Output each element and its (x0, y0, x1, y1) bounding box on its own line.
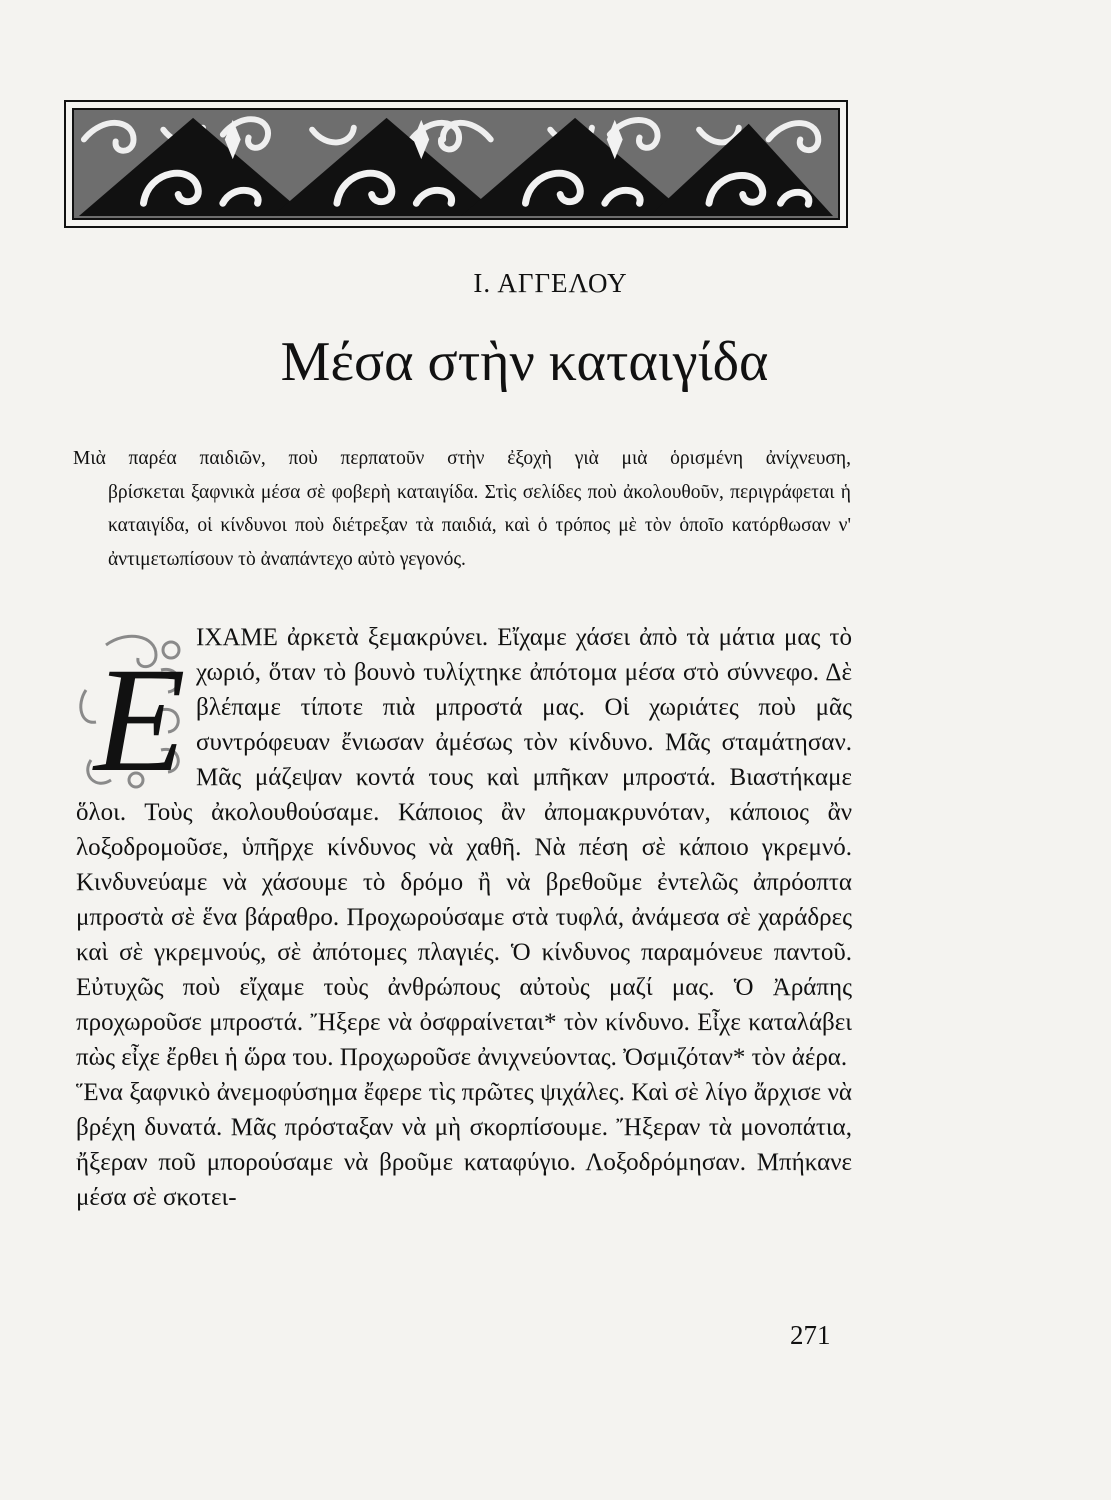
initial-letter: Ε (94, 637, 186, 795)
ornament-pattern (72, 108, 840, 220)
intro-rest: βρίσκεται ξαφνικὰ μέσα σὲ φοβερὴ καταιγίδα. Στὶς σελίδες ποὺ ἀκολουθοῦν, περιγράφεται ἡ καταιγίδα, οἱ κίνδυνοι ποὺ διέτρεξαν τὰ παιδιά, καὶ ὁ τρόπος μὲ τὸν ὁποῖο κατόρθωσαν ν' ἀντιμετωπίσουν τὸ ἀναπάντεχο αὐτὸ γεγονός. (108, 481, 851, 570)
story-body (76, 620, 852, 1215)
chapter-author: Ι. ΑΓΓΕΛΟΥ (473, 268, 628, 298)
intro-first-line: Μιὰ παρέα παιδιῶν, ποὺ περπατοῦν στὴν ἐξοχὴ γιὰ μιὰ ὁρισμένη ἀνίχνευση, (73, 448, 851, 469)
page-number: 271 (790, 1320, 831, 1350)
story-paragraph-2: Ἕνα ξαφνικὸ ἀνεμοφύσημα ἔφερε τὶς πρῶτες ψιχάλες. Καὶ σὲ λίγο ἄρχισε νὰ βρέχη δυνατά. Μᾶς πρόσταξαν νὰ μὴ σκορπίσουμε. Ἤξεραν τὰ μονοπάτια, ἤξεραν ποῦ μπορούσαμε νὰ βροῦμε καταφύγιο. Λοξοδρόμησαν. Μπήκανε μέσα σὲ σκοτει- (76, 1079, 852, 1211)
ornamental-banner (64, 100, 848, 228)
decorated-initial (76, 630, 186, 795)
intro-summary (73, 442, 851, 576)
chapter-title: Μέσα στὴν καταιγίδα (280, 331, 769, 393)
story-paragraph-1: ΙΧΑΜΕ ἀρκετὰ ξεμακρύνει. Εἴχαμε χάσει ἀπὸ τὰ μάτια μας τὸ χωριό, ὅταν τὸ βουνὸ τυλίχτηκε ἀπότομα μέσα στὸ σύννεφο. Δὲ βλέπαμε τίποτε πιὰ μπροστά μας. Οἱ χωριάτες ποὺ μᾶς συντρόφευαν ἔνιωσαν ἀμέσως τὸν κίνδυνο. Μᾶς σταμάτησαν. Μᾶς μάζεψαν κοντά τους καὶ μπῆκαν μπροστά. Βιαστήκαμε ὅλοι. Τοὺς ἀκολουθούσαμε. Κάποιος ἂν ἀπομακρυνόταν, κάποιος ἂν λοξοδρομοῦσε, ὑπῆρχε κίνδυνος νὰ χαθῆ. Νὰ πέση σὲ κάποιο γκρεμνό. Κινδυνεύαμε νὰ χάσουμε τὸ δρόμο ἢ νὰ βρεθοῦμε ἐντελῶς ἀπρόοπτα μπροστὰ σὲ ἕνα βάραθρο. Προχωρούσαμε στὰ τυφλά, ἀνάμεσα σὲ χαράδρες καὶ σὲ γκρεμνούς, σὲ ἀπότομες πλαγιές. Ὁ κίνδυνος παραμόνευε παντοῦ. Εὐτυχῶς ποὺ εἴχαμε τοὺς ἀνθρώπους αὐτοὺς μαζί μας. Ὁ Ἀράπης προχωροῦσε μπροστά. Ἤξερε νὰ ὀσφραίνεται* τὸν κίνδυνο. Εἶχε καταλάβει πὼς εἶχε ἔρθει ἡ ὥρα του. Προχωροῦσε ἀνιχνεύοντας. Ὀσμιζόταν* τὸν ἀέρα. (76, 624, 852, 1071)
